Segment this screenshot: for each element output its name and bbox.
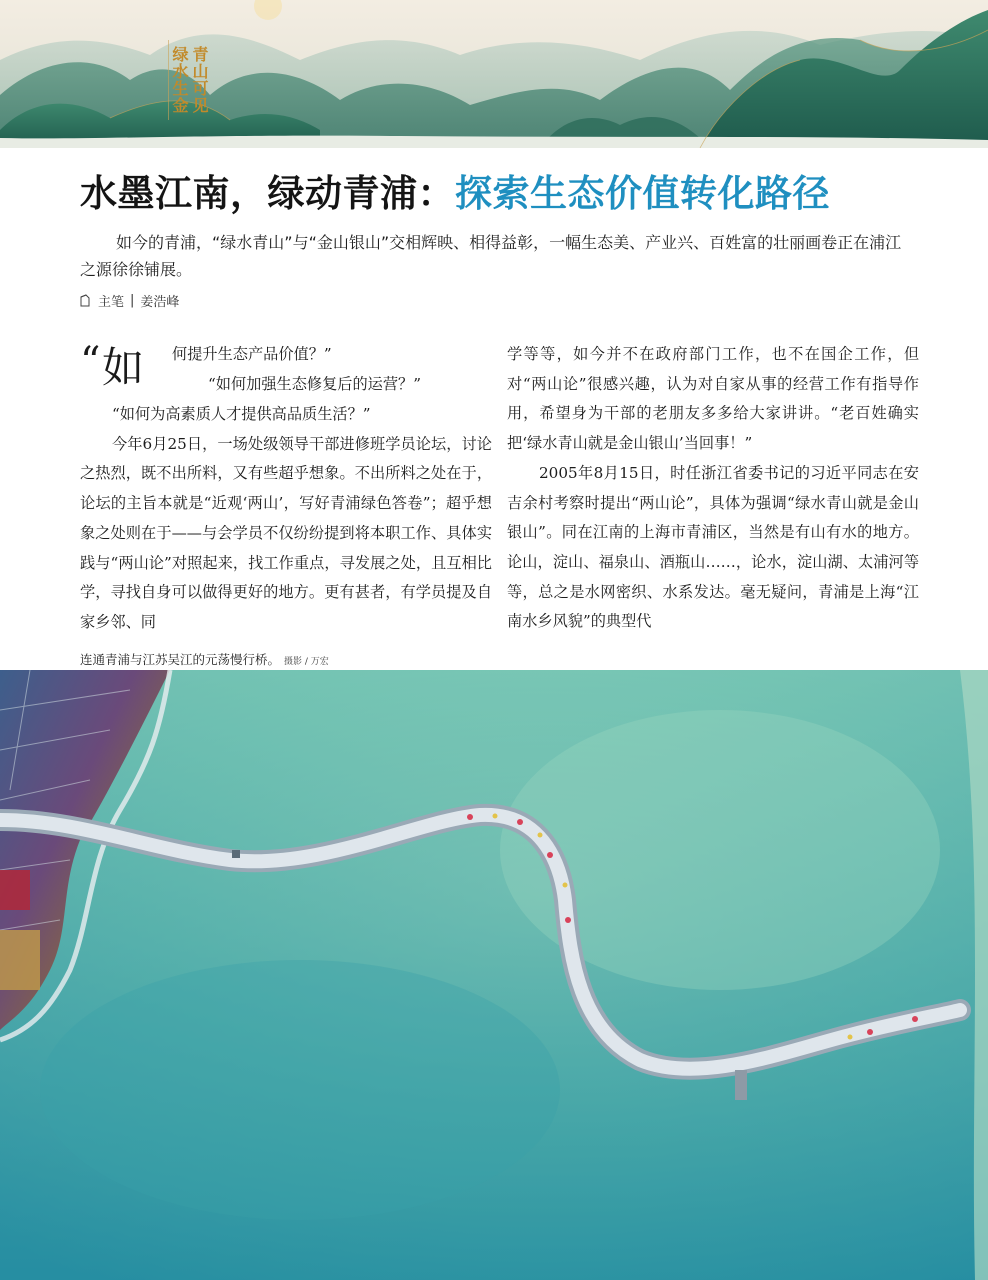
- photo-credit: 摄影 / 万宏: [284, 657, 329, 667]
- motto-line-1: 青山可见: [190, 46, 209, 114]
- title-part-2: 探索生态价值转化路径: [455, 172, 830, 215]
- body-column-left: [80, 340, 492, 638]
- motto-line-2: 绿水生金: [170, 46, 189, 114]
- paragraph: 学等等，如今并不在政府部门工作，也不在国企工作，但对“两山论”很感兴趣，认为对自家从事的经营工作有指导作用，希望身为干部的老朋友多多给大家讲讲。“老百姓确实把‘绿水青山就是金山银山’当回事！”: [507, 345, 919, 453]
- question-1: 何提升生态产品价值？”: [172, 345, 332, 363]
- question-3: “如何为高素质人才提供高品质生活？”: [112, 405, 371, 423]
- aerial-bridge-photo: [0, 670, 988, 1280]
- paragraph: 2005年8月15日，时任浙江省委书记的习近平同志在安吉余村考察时提出“两山论”，具体为强调“绿水青山就是金山银山”。同在江南的上海市青浦区，当然是有山有水的地方。论山，淀山、福泉山、酒瓶山……，论水，淀山湖、太浦河等等，总之是水网密织、水系发达。毫无疑问，青浦是上海“江南水乡风貌”的典型代: [507, 463, 919, 631]
- question-2: “如何加强生态修复后的运营？”: [208, 375, 421, 393]
- mountain-landscape-illustration: [0, 0, 988, 148]
- article-lede: 如今的青浦，“绿水青山”与“金山银山”交相辉映、相得益彰，一幅生态美、产业兴、百姓富的壮丽画卷正在浦江之源徐徐铺展。: [80, 233, 902, 279]
- dropcap-quote-mark: “: [80, 339, 101, 385]
- byline-label: 主笔: [98, 295, 125, 310]
- byline-author: 姜浩峰: [140, 295, 180, 310]
- dropcap-character: 如: [102, 343, 145, 392]
- caption-text: 连通青浦与江苏吴江的元荡慢行桥。: [80, 652, 281, 667]
- banner-motto: [170, 46, 208, 114]
- paragraph: 今年6月25日，一场处级领导干部进修班学员论坛，讨论之热烈，既不出所料，又有些超乎想象。不出所料之处在于，论坛的主旨本就是“近观‘两山’，写好青浦绿色答卷”；超乎想象之处则在于——与会学员不仅纷纷提到将本职工作、具体实践与“两山论”对照起来，找工作重点，寻发展之处，且互相比学，寻找自身可以做得更好的地方。更有甚者，有学员提及自家乡邻、同: [80, 434, 492, 631]
- opening-questions: [80, 340, 492, 400]
- byline-separator: |: [130, 293, 135, 308]
- pen-icon: [78, 294, 92, 308]
- title-part-1: 水墨江南，绿动青浦：: [80, 172, 455, 215]
- photo-caption: [80, 650, 329, 668]
- article-title: [80, 170, 940, 218]
- aerial-lake-illustration: [0, 670, 988, 1280]
- byline: [78, 291, 179, 310]
- header-banner: [0, 0, 988, 148]
- body-column-right: [507, 340, 919, 637]
